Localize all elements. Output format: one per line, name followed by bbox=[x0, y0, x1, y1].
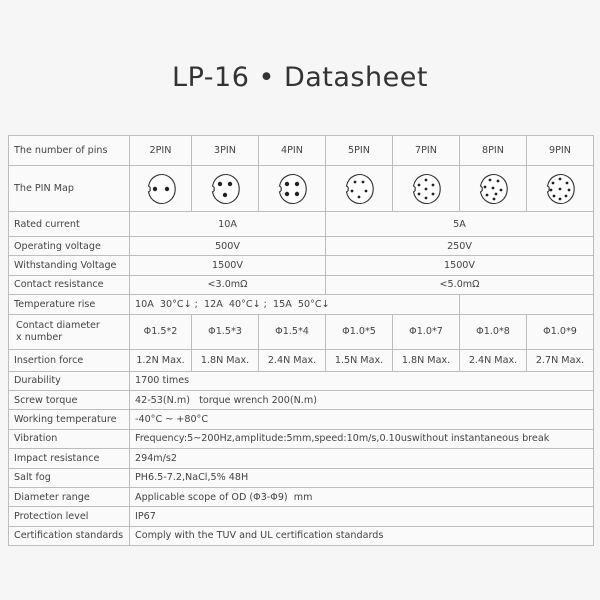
row-label: Operating voltage bbox=[9, 237, 130, 256]
pin-count: 9PIN bbox=[527, 136, 594, 166]
row-label: Impact resistance bbox=[9, 449, 130, 468]
pin-count: 2PIN bbox=[130, 136, 192, 166]
pin-dot bbox=[223, 192, 227, 196]
pin-dot bbox=[550, 188, 553, 191]
spec-row bbox=[9, 410, 594, 429]
pin-dot bbox=[568, 188, 571, 191]
spec-row bbox=[9, 429, 594, 448]
spec-row bbox=[9, 487, 594, 506]
row-label: Rated current bbox=[9, 212, 130, 237]
spec-row bbox=[9, 390, 594, 409]
pin-dot bbox=[486, 193, 489, 196]
pin-dot bbox=[152, 186, 156, 190]
row-label: Insertion force bbox=[9, 349, 130, 371]
pin-dot bbox=[432, 192, 435, 195]
row-label: Certification standards bbox=[9, 526, 130, 545]
value: Φ1.0*8 bbox=[460, 314, 527, 349]
row-label: Withstanding Voltage bbox=[9, 256, 130, 275]
pin-map-cell bbox=[393, 166, 460, 212]
value: 42-53(N.m) torque wrench 200(N.m) bbox=[130, 390, 594, 409]
pin-map-cell bbox=[527, 166, 594, 212]
value: 1500V bbox=[130, 256, 326, 275]
pin-map-cell bbox=[192, 166, 259, 212]
value: Φ1.0*9 bbox=[527, 314, 594, 349]
label-line: x number bbox=[16, 331, 63, 343]
value: 1.8N Max. bbox=[192, 349, 259, 371]
value: Applicable scope of OD (Φ3-Φ9) mm bbox=[130, 487, 594, 506]
value: 1.2N Max. bbox=[130, 349, 192, 371]
row-label: Temperature rise bbox=[9, 295, 130, 314]
row-label: Protection level bbox=[9, 507, 130, 526]
value: <5.0mΩ bbox=[326, 275, 594, 294]
temperature-rise-row bbox=[9, 295, 594, 314]
row-label: Vibration bbox=[9, 429, 130, 448]
row-label: The PIN Map bbox=[9, 166, 130, 212]
pin-dot bbox=[432, 183, 435, 186]
value: 2.4N Max. bbox=[259, 349, 326, 371]
pin-dot bbox=[559, 177, 562, 180]
value: 1500V bbox=[326, 256, 594, 275]
pin-dot bbox=[565, 194, 568, 197]
pin-map-cell bbox=[130, 166, 192, 212]
pin-dot bbox=[495, 192, 498, 195]
pin-dot bbox=[418, 183, 421, 186]
value: Comply with the TUV and UL certification standards bbox=[130, 526, 594, 545]
row-label: Working temperature bbox=[9, 410, 130, 429]
value: Φ1.5*3 bbox=[192, 314, 259, 349]
row-label: The number of pins bbox=[9, 136, 130, 166]
pin-dot bbox=[362, 180, 365, 183]
pins-row bbox=[9, 136, 594, 166]
pin-dot bbox=[228, 181, 232, 185]
pin-dot bbox=[425, 178, 428, 181]
pin-dot bbox=[358, 195, 361, 198]
operating-voltage-row bbox=[9, 237, 594, 256]
pin-count: 7PIN bbox=[393, 136, 460, 166]
spec-row bbox=[9, 371, 594, 390]
pin-layout-icon bbox=[141, 169, 181, 209]
value: -40°C ~ +80°C bbox=[130, 410, 594, 429]
datasheet-table bbox=[8, 135, 594, 546]
pin-dot bbox=[500, 188, 503, 191]
pin-map-cell bbox=[460, 166, 527, 212]
value: 10A 30°C↓ ; 12A 40°C↓ ; 15A 50°C↓ bbox=[130, 295, 460, 314]
value: IP67 bbox=[130, 507, 594, 526]
pin-dot bbox=[552, 181, 555, 184]
pin-dot bbox=[285, 181, 289, 185]
row-label: Durability bbox=[9, 371, 130, 390]
pin-dot bbox=[285, 191, 289, 195]
spec-row bbox=[9, 526, 594, 545]
rated-current-row bbox=[9, 212, 594, 237]
page-title: LP-16 • Datasheet bbox=[172, 62, 428, 93]
row-label bbox=[9, 314, 130, 349]
value: 10A bbox=[130, 212, 326, 237]
value: Φ1.5*2 bbox=[130, 314, 192, 349]
pin-layout-icon bbox=[205, 169, 245, 209]
pin-dot bbox=[497, 179, 500, 182]
value: 2.7N Max. bbox=[527, 349, 594, 371]
row-label: Screw torque bbox=[9, 390, 130, 409]
value: 5A bbox=[326, 212, 594, 237]
value: Frequency:5~200Hz,amplitude:5mm,speed:10m/s,0.10uswithout instantaneous break bbox=[130, 429, 594, 448]
insertion-force-row bbox=[9, 349, 594, 371]
pin-layout-icon bbox=[540, 169, 580, 209]
pin-layout-icon bbox=[339, 169, 379, 209]
pin-count: 3PIN bbox=[192, 136, 259, 166]
pin-dot bbox=[489, 178, 492, 181]
spec-row bbox=[9, 507, 594, 526]
contact-resistance-row bbox=[9, 275, 594, 294]
pin-dot bbox=[425, 187, 428, 190]
pin-map-row bbox=[9, 166, 594, 212]
pin-dot bbox=[425, 196, 428, 199]
pin-map-cell bbox=[259, 166, 326, 212]
pin-dot bbox=[354, 180, 357, 183]
withstanding-voltage-row bbox=[9, 256, 594, 275]
pin-dot bbox=[365, 189, 368, 192]
pin-count: 4PIN bbox=[259, 136, 326, 166]
row-label: Contact resistance bbox=[9, 275, 130, 294]
spec-row bbox=[9, 468, 594, 487]
pin-dot bbox=[484, 185, 487, 188]
value: <3.0mΩ bbox=[130, 275, 326, 294]
pin-dot bbox=[295, 181, 299, 185]
pin-count: 8PIN bbox=[460, 136, 527, 166]
row-label: Salt fog bbox=[9, 468, 130, 487]
pin-dot bbox=[492, 186, 495, 189]
value: 1700 times bbox=[130, 371, 594, 390]
pin-dot bbox=[351, 189, 354, 192]
value: 1.8N Max. bbox=[393, 349, 460, 371]
pin-dot bbox=[553, 194, 556, 197]
value: 294m/s2 bbox=[130, 449, 594, 468]
pin-layout-icon bbox=[473, 169, 513, 209]
value: Φ1.0*5 bbox=[326, 314, 393, 349]
pin-dot bbox=[295, 191, 299, 195]
pin-dot bbox=[164, 186, 168, 190]
label-line: Contact diameter bbox=[16, 319, 100, 331]
value: 1.5N Max. bbox=[326, 349, 393, 371]
value: PH6.5-7.2,NaCl,5% 48H bbox=[130, 468, 594, 487]
pin-count: 5PIN bbox=[326, 136, 393, 166]
contact-diameter-row bbox=[9, 314, 594, 349]
empty-cell bbox=[460, 295, 594, 314]
value: 250V bbox=[326, 237, 594, 256]
value: Φ1.0*7 bbox=[393, 314, 460, 349]
value: 2.4N Max. bbox=[460, 349, 527, 371]
pin-dot bbox=[559, 187, 562, 190]
pin-map-cell bbox=[326, 166, 393, 212]
pin-dot bbox=[418, 192, 421, 195]
pin-layout-icon bbox=[406, 169, 446, 209]
spec-row bbox=[9, 449, 594, 468]
pin-dot bbox=[566, 181, 569, 184]
pin-dot bbox=[559, 197, 562, 200]
row-label: Diameter range bbox=[9, 487, 130, 506]
pin-dot bbox=[493, 197, 496, 200]
value: Φ1.5*4 bbox=[259, 314, 326, 349]
pin-layout-icon bbox=[272, 169, 312, 209]
value: 500V bbox=[130, 237, 326, 256]
pin-dot bbox=[218, 181, 222, 185]
